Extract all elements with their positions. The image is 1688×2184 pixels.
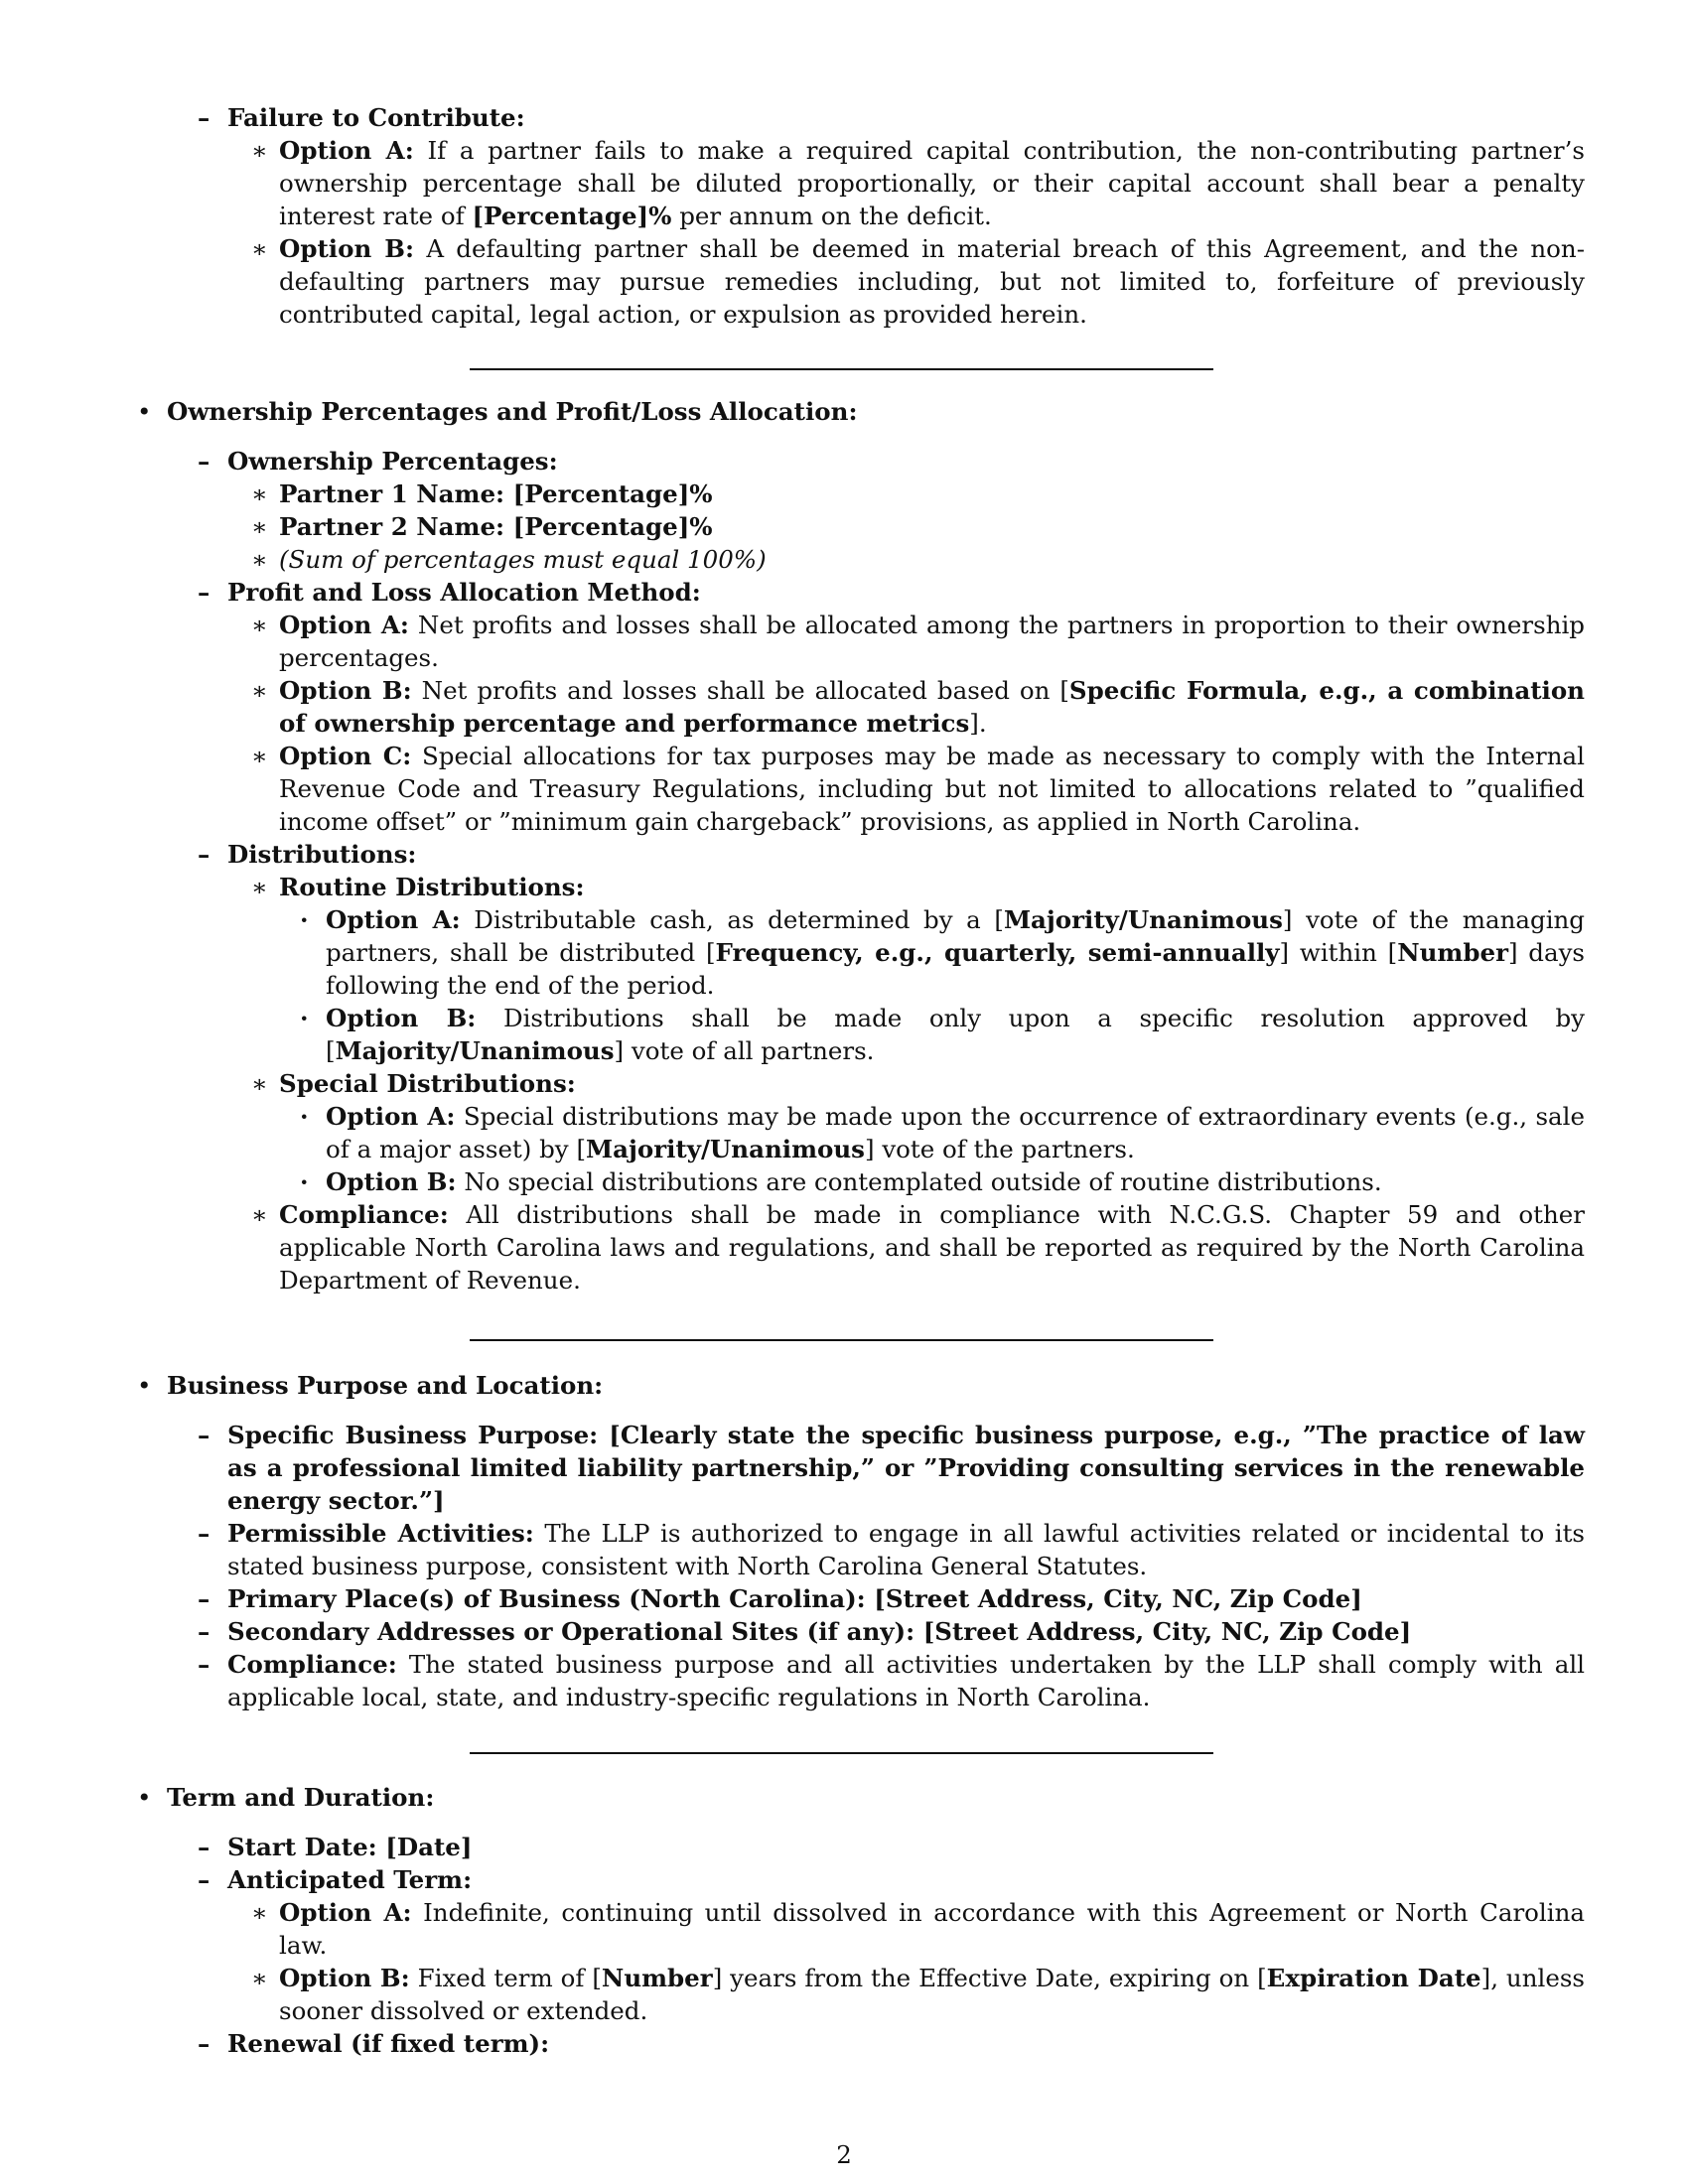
partner-2-percentage: ∗ Partner 2 Name: [Percentage]% [279, 510, 1585, 543]
section-divider [470, 368, 1213, 370]
term-option-b: ∗ Option B: Fixed term of [Number] years from the Effective Date, expiring on [Expiration Date], unless sooner dissolved or extended. [279, 1962, 1585, 2027]
routine-option-b: · Option B: Distributions shall be made only upon a specific resolution approved by [Majority/Unanimous] vote of all partners. [326, 1002, 1585, 1067]
secondary-addresses: – Secondary Addresses or Operational Sites (if any): [Street Address, City, NC, Zip Code] [227, 1615, 1585, 1648]
distributions-heading: – Distributions: [227, 838, 1585, 871]
partner-1-percentage: ∗ Partner 1 Name: [Percentage]% [279, 478, 1585, 510]
allocation-method-heading: – Profit and Loss Allocation Method: [227, 576, 1585, 609]
business-purpose-section [0, 1369, 1688, 1713]
failure-to-contribute-heading: – Failure to Contribute: [227, 101, 1585, 134]
allocation-option-a: ∗ Option A: Net profits and losses shall be allocated among the partners in proportion to their ownership percentages. [279, 609, 1585, 674]
anticipated-term-heading: – Anticipated Term: [227, 1863, 1585, 1896]
ownership-percentages-heading: – Ownership Percentages: [227, 445, 1585, 478]
routine-distributions-heading: ∗ Routine Distributions: [279, 871, 1585, 903]
contribution-option-a: ∗ Option A: If a partner fails to make a required capital contribution, the non-contributing partner’s ownership percentage shall be diluted proportionally, or their capital account shall bear a penalty interest rate of [Percentage]% per annum on the deficit. [279, 134, 1585, 232]
special-option-a: · Option A: Special distributions may be made upon the occurrence of extraordinary events (e.g., sale of a major asset) by [Majority/Unanimous] vote of the partners. [326, 1100, 1585, 1165]
sum-note: ∗ (Sum of percentages must equal 100%) [279, 543, 1585, 576]
special-option-b: · Option B: No special distributions are contemplated outside of routine distributions. [326, 1165, 1585, 1198]
term-duration-section [0, 1781, 1688, 2060]
section-divider [470, 1339, 1213, 1341]
failure-to-contribute-section [0, 101, 1688, 331]
allocation-option-b: ∗ Option B: Net profits and losses shall be allocated based on [Specific Formula, e.g., a combination of ownership percentage and performance metrics]. [279, 674, 1585, 740]
start-date: – Start Date: [Date] [227, 1831, 1585, 1863]
routine-option-a: · Option A: Distributable cash, as determined by a [Majority/Unanimous] vote of the managing partners, shall be distributed [Frequency, e.g., quarterly, semi-annually] within [Number] days following the end of the period. [326, 903, 1585, 1002]
term-option-a: ∗ Option A: Indefinite, continuing until dissolved in accordance with this Agreement or North Carolina law. [279, 1896, 1585, 1962]
allocation-option-c: ∗ Option C: Special allocations for tax purposes may be made as necessary to comply with the Internal Revenue Code and Treasury Regulations, including but not limited to allocations related to ”qualified income offset” or ”minimum gain chargeback” provisions, as applied in North Carolina. [279, 740, 1585, 838]
business-purpose-heading: • Business Purpose and Location: [167, 1369, 1585, 1402]
special-distributions-heading: ∗ Special Distributions: [279, 1067, 1585, 1100]
primary-place-of-business: – Primary Place(s) of Business (North Carolina): [Street Address, City, NC, Zip Code] [227, 1582, 1585, 1615]
ownership-section [0, 395, 1688, 1297]
section-divider [470, 1752, 1213, 1754]
permissible-activities: – Permissible Activities: The LLP is authorized to engage in all lawful activities related or incidental to its stated business purpose, consistent with North Carolina General Statutes. [227, 1517, 1585, 1582]
business-compliance: – Compliance: The stated business purpose and all activities undertaken by the LLP shall comply with all applicable local, state, and industry-specific regulations in North Carolina. [227, 1648, 1585, 1713]
specific-business-purpose: – Specific Business Purpose: [Clearly state the specific business purpose, e.g., ”The practice of law as a professional limited liability partnership,” or ”Providing consulting services in the renewable energy sector.”] [227, 1419, 1585, 1517]
term-duration-heading: • Term and Duration: [167, 1781, 1585, 1814]
ownership-heading: • Ownership Percentages and Profit/Loss Allocation: [167, 395, 1585, 428]
contribution-option-b: ∗ Option B: A defaulting partner shall be deemed in material breach of this Agreement, and the non-defaulting partners may pursue remedies including, but not limited to, forfeiture of previously contributed capital, legal action, or expulsion as provided herein. [279, 232, 1585, 331]
renewal-heading: – Renewal (if fixed term): [227, 2027, 1585, 2060]
page-number: 2 [836, 2140, 852, 2169]
distributions-compliance: ∗ Compliance: All distributions shall be made in compliance with N.C.G.S. Chapter 59 and other applicable North Carolina laws and regulations, and shall be reported as required by the North Carolina Department of Revenue. [279, 1198, 1585, 1297]
